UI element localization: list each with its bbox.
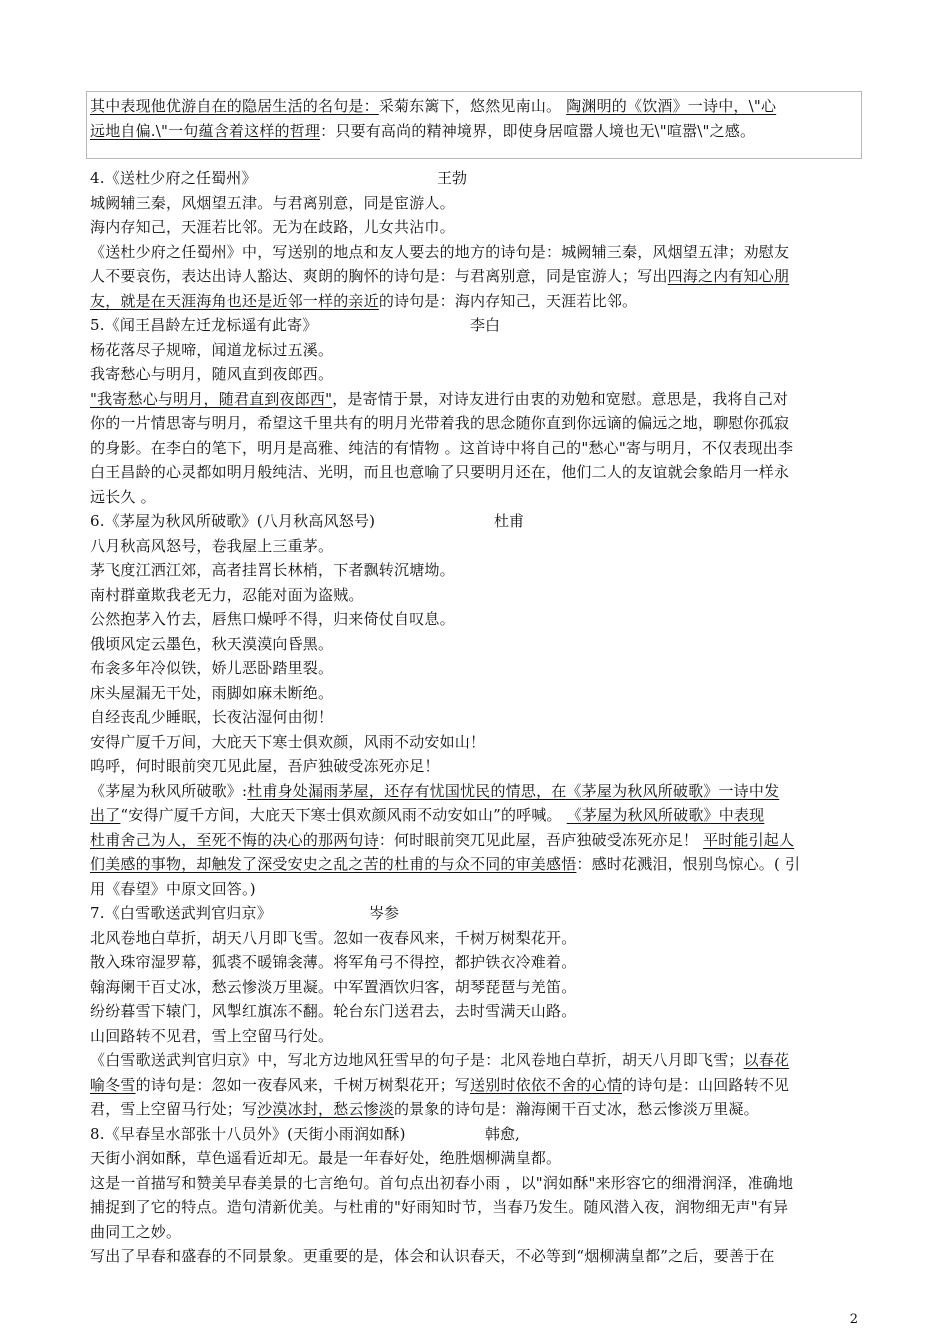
text-segment: ：只要有高尚的精神境界，即使身居喧嚣人境也无\"喧嚣\"之感。 bbox=[320, 121, 756, 140]
text-segment: 海内存知己，天涯若比邻。无为在歧路，儿女共沾巾。 bbox=[90, 218, 455, 236]
text-line bbox=[90, 289, 880, 313]
text-line bbox=[90, 534, 880, 558]
text-line bbox=[90, 411, 880, 435]
text-line bbox=[90, 191, 880, 215]
text-line bbox=[90, 975, 880, 999]
section-author: 韩愈, bbox=[485, 1124, 520, 1143]
text-segment: 《白雪歌送武判官归京》中，写北方边地风狂雪早的句子是：北风卷地白草折，胡天八月即飞雪； bbox=[90, 1051, 744, 1069]
page-number: 2 bbox=[849, 1312, 858, 1327]
text-line bbox=[90, 1220, 880, 1244]
text-segment: 写出了早春和盛春的不同景象。更重要的是，体会和认识春天，不必等到“烟柳满皇都”之后，要善于在 bbox=[90, 1247, 775, 1265]
text-segment: 散入珠帘湿罗幕，狐裘不暖锦衾薄。将军角弓不得控，都护铁衣冷难着。 bbox=[90, 953, 577, 971]
text-segment: 布衾多年冷似铁，娇儿恶卧踏里裂。 bbox=[90, 659, 334, 677]
text-line bbox=[90, 730, 880, 754]
underlined-text: 出了 bbox=[90, 806, 121, 824]
text-segment: 安得广厦千万间，大庇天下寒士俱欢颜，风雨不动安如山！ bbox=[90, 732, 486, 751]
text-segment: 翰海阑干百丈冰，愁云惨淡万里凝。中军置酒饮归客，胡琴琵琶与羌笛。 bbox=[90, 977, 577, 996]
text-line bbox=[90, 485, 880, 509]
text-segment: 的景象的诗句是：瀚海阑干百丈冰，愁云惨淡万里凝。 bbox=[394, 1100, 759, 1118]
text-segment: 城阙辅三秦，风烟望五津。与君离别意，同是宦游人。 bbox=[90, 193, 455, 212]
text-line bbox=[90, 94, 880, 118]
text-line bbox=[90, 828, 880, 852]
text-segment: “安得广厦千方间，大庇天下寒士俱欢颜风雨不动安如山”的呼喊。 bbox=[120, 806, 567, 824]
section-author: 王勃 bbox=[437, 169, 468, 187]
text-line bbox=[90, 1097, 880, 1121]
text-line bbox=[90, 803, 880, 827]
text-line bbox=[90, 705, 880, 729]
text-line bbox=[90, 779, 880, 803]
section-heading: 7.《白雪歌送武判官归京》 bbox=[90, 904, 272, 922]
section-author: 李白 bbox=[470, 316, 501, 334]
text-segment: 俄顷风定云墨色，秋天漠漠向昏黑。 bbox=[90, 634, 334, 653]
text-segment: 自经丧乱少睡眠，长夜沾湿何由彻！ bbox=[90, 708, 334, 726]
text-line bbox=[90, 999, 880, 1023]
text-line bbox=[90, 607, 880, 631]
underlined-text: 平时能引起人 bbox=[702, 830, 795, 849]
text-line bbox=[90, 583, 880, 607]
text-line bbox=[90, 1146, 880, 1170]
underlined-text: 杜甫身处漏雨茅屋，还存有忧国忧民的情思，在《茅屋为秋风所破歌》一诗中发 bbox=[247, 781, 780, 800]
text-segment: 曲同工之妙。 bbox=[90, 1222, 182, 1241]
underlined-text: 杜甫舍己为人，至死不悔的决心的那两句诗 bbox=[90, 830, 379, 849]
section-heading: 4.《送杜少府之任蜀州》 bbox=[90, 169, 257, 187]
section-author: 杜甫 bbox=[494, 512, 525, 530]
section-heading: 8.《早春呈水部张十八员外》(天街小雨润如酥) bbox=[90, 1124, 406, 1143]
text-segment: 我寄愁心与明月，随风直到夜郎西。 bbox=[90, 365, 334, 383]
text-segment: ：感时花溅泪，恨别鸟惊心。( 引 bbox=[576, 855, 801, 873]
text-segment: 北风卷地白草折，胡天八月即飞雪。忽如一夜春风来，千树万树梨花开。 bbox=[90, 928, 577, 947]
text-line bbox=[90, 1244, 880, 1268]
text-segment: 采菊东篱下，悠然见南山。 bbox=[378, 97, 567, 115]
text-line bbox=[90, 656, 880, 680]
text-line bbox=[90, 240, 880, 264]
underlined-text: 《茅屋为秋风所破歌》中表现 bbox=[566, 806, 765, 824]
underlined-text: 以春花 bbox=[743, 1051, 790, 1069]
section-heading: 6.《茅屋为秋风所破歌》(八月秋高风怒号) bbox=[90, 512, 376, 530]
text-segment: 《茅屋为秋风所破歌》: bbox=[90, 781, 248, 800]
text-segment: 纷纷暮雪下辕门，风掣红旗冻不翻。轮台东门送君去，去时雪满天山路。 bbox=[90, 1002, 577, 1020]
text-segment: ，是寄情于景，对诗友进行由衷的劝勉和宽慰。意思是，我将自己对 bbox=[332, 389, 789, 408]
text-line bbox=[90, 754, 880, 778]
text-segment: 公然抱茅入竹去，唇焦口燥呼不得，归来倚仗自叹息。 bbox=[90, 610, 455, 628]
text-segment: 的身影。在李白的笔下，明月是高雅、纯洁的有情物 。这首诗中将自己的"愁心"寄与明月，不仅表现出李 bbox=[90, 438, 794, 457]
text-line bbox=[90, 852, 880, 876]
text-line bbox=[90, 264, 880, 288]
text-line bbox=[90, 1195, 880, 1219]
text-line bbox=[90, 387, 880, 411]
underlined-text: "我寄愁心与明月，随君直到夜郎西" bbox=[90, 389, 333, 408]
underlined-text: 沙漠冰封，愁云惨淡 bbox=[257, 1100, 395, 1118]
underlined-text: 陶渊明的《饮酒》一诗中，\"心 bbox=[566, 97, 777, 115]
text-line bbox=[90, 1024, 880, 1048]
text-segment: 白王昌龄的心灵都如明月般纯洁、光明，而且也意喻了只要明月还在，他们二人的友谊就会象皓月一样永 bbox=[90, 463, 790, 481]
text-line bbox=[90, 877, 880, 901]
text-segment: 你的一片情思寄与明月，希望这千里共有的明月光带着我的思念随你直到你远谪的偏远之地，聊慰你孤寂 bbox=[90, 414, 790, 432]
text-segment: 天街小润如酥，草色遥看近却无。最是一年春好处，绝胜烟柳满皇都。 bbox=[90, 1149, 562, 1167]
underlined-text: 其中表现他优游自在的隐居生活的名句是： bbox=[90, 97, 379, 115]
text-segment: 的诗句是：忽如一夜春风来，千树万树梨花开；写 bbox=[135, 1075, 471, 1094]
underlined-text: 四海之内有知心朋 bbox=[667, 267, 790, 285]
text-segment: ：何时眼前突兀见此屋，吾庐独破受冻死亦足！ bbox=[378, 830, 703, 849]
text-line bbox=[90, 362, 880, 386]
text-line bbox=[90, 1171, 880, 1195]
text-line bbox=[90, 926, 880, 950]
text-segment: 山回路转不见君，雪上空留马行处。 bbox=[90, 1026, 334, 1045]
text-line bbox=[90, 558, 880, 582]
text-segment: 南村群童欺我老无力，忍能对面为盗贼。 bbox=[90, 585, 364, 604]
text-segment: 的诗句是：山回路转不见 bbox=[622, 1075, 790, 1094]
text-segment: 君，雪上空留马行处；写 bbox=[90, 1100, 258, 1118]
underlined-text: 喻冬雪 bbox=[90, 1075, 136, 1094]
text-segment: 呜呼，何时眼前突兀见此屋，吾庐独破受冻死亦足！ bbox=[90, 757, 440, 775]
text-segment: 床头屋漏无干处，雨脚如麻未断绝。 bbox=[90, 683, 334, 702]
text-segment: 远长久 。 bbox=[90, 487, 156, 506]
text-line bbox=[90, 215, 880, 239]
text-line bbox=[90, 119, 880, 143]
text-segment: 茅飞度江洒江郊，高者挂罥长林梢，下者飘转沉塘坳。 bbox=[90, 561, 455, 579]
text-segment: 《送杜少府之任蜀州》中，写送别的地点和友人要去的地方的诗句是：城阙辅三秦，风烟望五津；劝慰友 bbox=[90, 242, 790, 261]
text-line bbox=[90, 338, 880, 362]
text-line bbox=[90, 1073, 880, 1097]
underlined-text: 远地自偏.\"一句蕴含着这样的哲理 bbox=[90, 121, 321, 140]
text-segment: 捕捉到了它的特点。造句清新优美。与杜甫的"好雨知时节，当春乃发生。随风潜入夜，润物细无声"有异 bbox=[90, 1198, 789, 1216]
text-segment: 的诗句是：海内存知己，天涯若比邻。 bbox=[378, 291, 638, 310]
section-author: 岑参 bbox=[369, 904, 400, 922]
text-segment: 用《春望》中原文回答。) bbox=[90, 879, 256, 898]
underlined-text: 们美感的事物，却触发了深受安史之乱之苦的杜甫的与众不同的审美感悟 bbox=[90, 855, 577, 873]
text-line bbox=[90, 632, 880, 656]
text-segment: 这是一首描写和赞美早春美景的七言绝句。首句点出初春小雨 ，以"润如酥"来形容它的细滑润泽，准确地 bbox=[90, 1173, 794, 1192]
text-line bbox=[90, 460, 880, 484]
text-line bbox=[90, 950, 880, 974]
text-line bbox=[90, 1048, 880, 1072]
text-line bbox=[90, 436, 880, 460]
text-line bbox=[90, 681, 880, 705]
text-segment: 人不要哀伤，表达出诗人豁达、爽朗的胸怀的诗句是：与君离别意，同是宦游人；写出 bbox=[90, 267, 668, 285]
underlined-text: 送别时依依不舍的心情 bbox=[470, 1075, 623, 1094]
underlined-text: 友，就是在天涯海角也还是近邻一样的亲近 bbox=[90, 291, 379, 310]
text-segment: 八月秋高风怒号，卷我屋上三重茅。 bbox=[90, 536, 334, 555]
text-segment: 杨花落尽子规啼，闻道龙标过五溪。 bbox=[90, 340, 334, 359]
section-heading: 5.《闻王昌龄左迁龙标遥有此寄》 bbox=[90, 316, 318, 334]
